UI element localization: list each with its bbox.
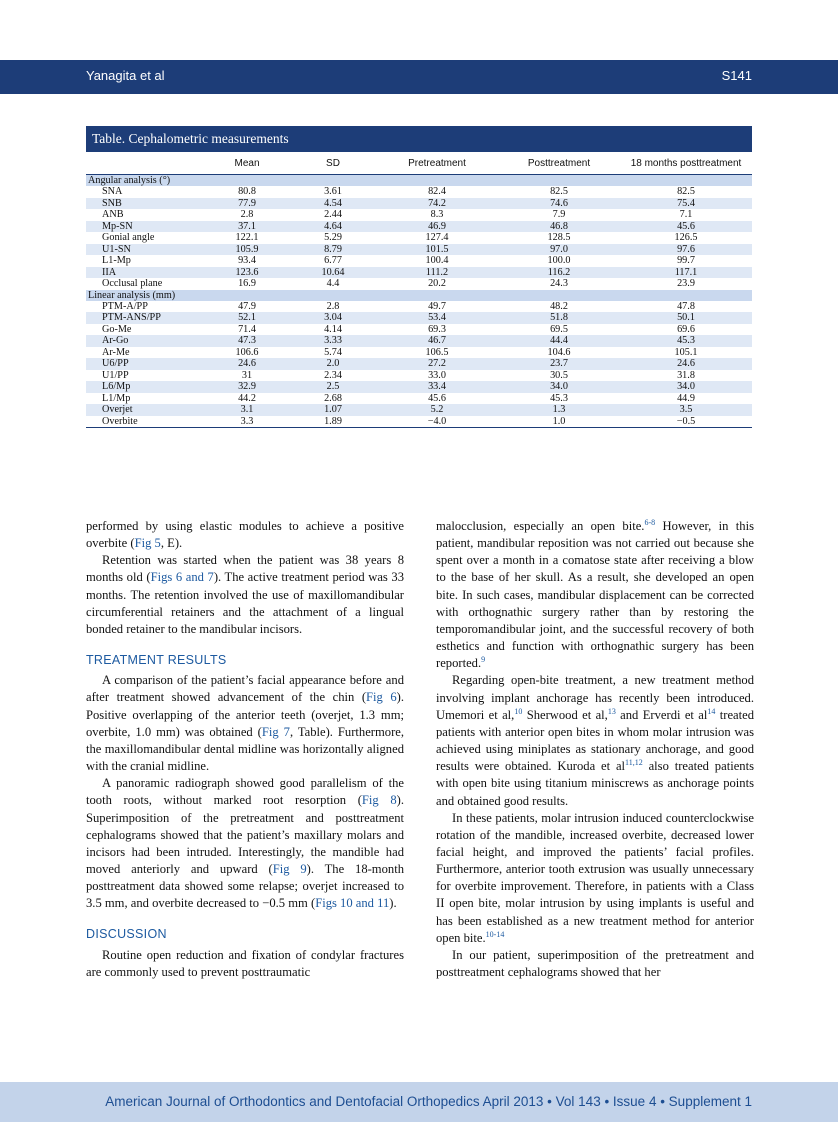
figure-link[interactable]: Figs 10 and 11 <box>315 896 390 911</box>
table-cell: 24.6 <box>620 358 752 369</box>
measurement-name: PTM-A/PP <box>102 300 148 312</box>
table-cell: 82.5 <box>550 186 568 198</box>
citation-link[interactable]: 6-8 <box>644 517 656 527</box>
table-cell: 74.2 <box>376 198 498 209</box>
table-row <box>86 278 752 289</box>
table-row <box>86 404 752 415</box>
table-cell: 1.0 <box>498 416 620 428</box>
table-cell: 5.74 <box>324 346 342 358</box>
measurement-name: IIA <box>86 267 204 278</box>
table-cell: 27.2 <box>376 358 498 369</box>
table-cell: 4.4 <box>326 278 340 290</box>
section-heading-results: TREATMENT RESULTS <box>86 653 227 668</box>
section-label: Angular analysis (°) <box>86 175 204 187</box>
measurement-name: Overjet <box>86 404 204 415</box>
table-cell-empty <box>204 290 290 301</box>
table-cell: 45.6 <box>428 392 446 404</box>
table-cell-empty <box>290 175 376 187</box>
table-cell: 2.5 <box>290 381 376 392</box>
paragraph: In these patients, molar intrusion induced counterclockwise rotation of the mandible, increased overbite, decreased lower facial height, and improved the patients’ facial profiles. Furthermore, anterior tooth extrusion was usually unnecessary for overbite improvement. Therefore, in patients with a Class II open bite, molar intrusion by using implants is useful and has been established as a new treatment method for anterior open bite.$^{10-14}$ <box>436 810 754 945</box>
table-cell: 3.1 <box>204 404 290 415</box>
table-cell: 5.2 <box>376 404 498 415</box>
page-number: S141 <box>721 68 752 83</box>
table-cell: −4.0 <box>376 416 498 428</box>
table-cell: 104.6 <box>547 346 571 358</box>
table-cell: 47.3 <box>204 335 290 346</box>
table-body <box>86 175 752 428</box>
table-cell-empty <box>498 175 620 187</box>
citation-link[interactable]: 10 <box>514 706 523 716</box>
table-cell: 49.7 <box>428 300 446 312</box>
table-cell: 44.2 <box>238 392 256 404</box>
table-cell-empty <box>620 290 752 301</box>
table-row <box>86 393 752 404</box>
journal-citation: American Journal of Orthodontics and Dentofacial Orthopedics April 2013 • Vol 143 • Issue 4 • Supplement 1 <box>105 1094 752 1109</box>
table-cell: 3.3 <box>204 416 290 428</box>
table-cell: 100.0 <box>547 255 571 267</box>
table-cell: 82.4 <box>428 186 446 198</box>
table-cell: 24.6 <box>204 358 290 369</box>
table-row <box>86 416 752 428</box>
table-cell: 34.0 <box>620 381 752 392</box>
table-cell: 1.07 <box>290 404 376 415</box>
measurement-name: SNB <box>86 198 204 209</box>
table-cell: 69.3 <box>428 323 446 335</box>
table-cell: 6.77 <box>324 255 342 267</box>
paragraph: Regarding open-bite treatment, a new treatment method involving implant anchorage has recently been introduced. Umemori et al,$^{10}$ Sherwood et al,$^{13}$ and Erverdi et $al^{14}$ treated patients with anterior open bites in whom molar intrusion was achieved using miniplates as stationary anchorage, and good results were obtained. Kuroda et al$^{11,12}$ also treated patients with open bite using titanium miniscrews as anchorage points and obtained good results. <box>436 673 755 808</box>
measurement-name: SNA <box>102 186 123 198</box>
table-row <box>86 198 752 209</box>
paragraph: A panoramic radiograph showed good parallelism of the tooth roots, without marked root resorption (Fig 8). Superimposition of the pretreatment and posttreatment cephalograms showed that the patient’s maxillary molars and incisors had been intruded. Interestingly, the mandible had moved anteriorly and upward (Fig 9). The 18-month posttreatment data showed some relapse; overjet increased to 3.5 mm, and overbite decreased to −0.5 mm (Figs 10 and 11). <box>86 776 404 911</box>
table-cell: 93.4 <box>238 255 256 267</box>
column-header <box>86 152 204 175</box>
measurement-name: Occlusal plane <box>102 278 163 290</box>
table-cell: 2.8 <box>326 300 340 312</box>
table-section-row <box>86 290 752 301</box>
table-cell: 111.2 <box>376 267 498 278</box>
table-cell: 52.1 <box>204 312 290 323</box>
table-cell: 3.61 <box>324 186 342 198</box>
paragraph: performed by using elastic modules to achieve a positive overbite (Fig 5, E). <box>86 519 404 551</box>
header-authors: Yanagita et al <box>86 68 165 83</box>
table-cell: 123.6 <box>204 267 290 278</box>
table-cell: 3.33 <box>290 335 376 346</box>
table-row <box>86 335 752 346</box>
table-cell: 5.29 <box>324 232 342 244</box>
table-cell: 4.14 <box>324 323 342 335</box>
table-cell: 74.6 <box>498 198 620 209</box>
table-cell: 23.7 <box>498 358 620 369</box>
table-cell: 1.89 <box>290 416 376 428</box>
table-row <box>86 232 752 243</box>
table-row <box>86 267 752 278</box>
table-cell: 3.04 <box>290 312 376 323</box>
table-cell: 46.7 <box>376 335 498 346</box>
table-cell-empty <box>620 175 752 187</box>
measurement-name: Go-Me <box>102 323 132 335</box>
table-cell-empty <box>204 175 290 187</box>
table-cell: 31 <box>241 369 253 381</box>
table-title: Table. Cephalometric measurements <box>86 126 752 152</box>
table-cell: 47.8 <box>677 300 695 312</box>
measurement-name: L1-Mp <box>102 255 131 267</box>
table-row <box>86 244 752 255</box>
table-cell: 71.4 <box>238 323 256 335</box>
table-row <box>86 209 752 220</box>
table-cell: 126.5 <box>674 232 698 244</box>
table-cell: 47.9 <box>238 300 256 312</box>
table-cell: 7.1 <box>679 209 693 221</box>
measurement-name: ANB <box>102 209 124 221</box>
citation-link[interactable]: 14 <box>707 706 716 716</box>
table-cell: 105.1 <box>674 346 698 358</box>
table-cell: 4.54 <box>290 198 376 209</box>
section-heading-discussion: DISCUSSION <box>86 927 167 942</box>
column-header: Pretreatment <box>376 152 498 175</box>
table-cell: 44.9 <box>677 392 695 404</box>
column-header: Posttreatment <box>498 152 620 175</box>
table-cell: 2.44 <box>324 209 342 221</box>
measurement-name: U1-SN <box>86 244 204 255</box>
table-cell: 3.5 <box>620 404 752 415</box>
table-cell: 97.0 <box>498 244 620 255</box>
table-row <box>86 370 752 381</box>
table-cell: 128.5 <box>547 232 571 244</box>
table-cell: 10.64 <box>290 267 376 278</box>
table-cell: 101.5 <box>376 244 498 255</box>
table-cell: 116.2 <box>498 267 620 278</box>
table-cell: 44.4 <box>498 335 620 346</box>
table-cell: 8.79 <box>290 244 376 255</box>
table-row <box>86 221 752 232</box>
table-cell: 117.1 <box>620 267 752 278</box>
table-cell-empty <box>376 290 498 301</box>
table-row <box>86 347 752 358</box>
paragraph: In our patient, superimposition of the pretreatment and posttreatment cephalograms showed that her <box>436 947 754 980</box>
table-cell: 33.4 <box>376 381 498 392</box>
figure-link[interactable]: Fig 6 <box>366 690 397 705</box>
column-header: Mean <box>204 152 290 175</box>
table-row <box>86 358 752 369</box>
table-cell: 31.8 <box>677 369 695 381</box>
citation-link[interactable]: 10-14 <box>485 929 505 939</box>
measurement-name: U1/PP <box>102 369 129 381</box>
table-cell: 2.34 <box>324 369 342 381</box>
table-cell: 46.8 <box>498 221 620 232</box>
measurement-name: Mp-SN <box>86 221 204 232</box>
table-cell: 69.6 <box>677 323 695 335</box>
measurement-name: Overbite <box>86 416 204 428</box>
table-cell: 105.9 <box>204 244 290 255</box>
paragraph: malocclusion, especially an open bite.$^{6-8}$ However, in this patient, mandibular reposition was not carried out because she spent over a month in a comatose state after receiving a blow to the base of her skull. As a result, she developed an open bite. In such cases, mandibular displacement can be corrected with orthognathic surgery rather than by restoring the temporomandibular joint, and the successful recovery of both esthetics and function with orthognathic surgery has been reported.$^9$ <box>436 517 754 671</box>
table-cell: 34.0 <box>498 381 620 392</box>
table-cell: 2.0 <box>290 358 376 369</box>
table-header-row <box>86 152 752 175</box>
table-cell: 33.0 <box>428 369 446 381</box>
table-cell: 7.9 <box>552 209 566 221</box>
table-row <box>86 186 752 197</box>
table-cell: 100.4 <box>425 255 449 267</box>
measurement-name: PTM-ANS/PP <box>86 312 204 323</box>
table-row <box>86 312 752 323</box>
figure-link[interactable]: Fig 5 <box>134 536 161 551</box>
measurement-name: U6/PP <box>86 358 204 369</box>
measurement-name: Ar-Go <box>86 335 204 346</box>
paragraph: Routine open reduction and fixation of condylar fractures are commonly used to prevent posttraumatic <box>86 947 404 979</box>
table-cell: 53.4 <box>376 312 498 323</box>
running-header <box>0 60 838 94</box>
cephalometric-table <box>86 126 752 428</box>
table-cell: 48.2 <box>550 300 568 312</box>
paragraph: A comparison of the patient’s facial appearance before and after treatment showed advancement of the chin (Fig 6). Positive overlapping of the anterior teeth (overjet, 1.3 mm; overbite, 1.0 mm) was obtained (Fig 7, Table). Furthermore, the maxillomandibular dental midline was horizontally aligned with the cranial midline. <box>86 673 405 774</box>
running-footer <box>0 1082 838 1122</box>
table-cell: 16.9 <box>238 278 256 290</box>
table-cell: 50.1 <box>620 312 752 323</box>
left-column <box>86 518 404 981</box>
table-cell: 8.3 <box>430 209 444 221</box>
table-cell: 46.9 <box>376 221 498 232</box>
column-header: SD <box>290 152 376 175</box>
table-cell: 127.4 <box>425 232 449 244</box>
table-cell: 30.5 <box>550 369 568 381</box>
figure-link[interactable]: Fig 8 <box>361 793 397 808</box>
table-row <box>86 324 752 335</box>
table-cell: 45.6 <box>620 221 752 232</box>
table-cell: 106.6 <box>235 346 259 358</box>
table-section-row <box>86 175 752 187</box>
paragraph: Retention was started when the patient was 38 years 8 months old (Figs 6 and 7). The active treatment period was 33 months. The retention involved the use of maxillomandibular circumferential retainers and the attachment of a lingual bonded retainer to the mandibular incisors. <box>86 553 404 636</box>
table-cell-empty <box>376 175 498 187</box>
section-label: Linear analysis (mm) <box>86 290 204 301</box>
table-row <box>86 255 752 266</box>
citation-link[interactable]: 13 <box>607 706 616 716</box>
table-cell: 122.1 <box>235 232 259 244</box>
table-cell: 4.64 <box>290 221 376 232</box>
table-cell: 32.9 <box>204 381 290 392</box>
table-cell-empty <box>290 290 376 301</box>
table-cell: 80.8 <box>238 186 256 198</box>
measurement-name: L1/Mp <box>102 392 131 404</box>
citation-link[interactable]: 11,12 <box>625 758 643 767</box>
right-column <box>436 518 754 981</box>
data-table <box>86 152 752 428</box>
table-cell-empty <box>498 290 620 301</box>
figure-link[interactable]: Fig 7 <box>261 724 290 739</box>
table-cell: 45.3 <box>620 335 752 346</box>
table-cell: −0.5 <box>620 416 752 428</box>
table-row <box>86 301 752 312</box>
figure-link[interactable]: Figs 6 and 7 <box>150 570 214 585</box>
table-cell: 20.2 <box>428 278 446 290</box>
measurement-name: Ar-Me <box>102 346 130 358</box>
citation-link[interactable]: 9 <box>481 655 486 665</box>
figure-link[interactable]: Fig 9 <box>272 861 307 876</box>
table-cell: 2.8 <box>240 209 254 221</box>
table-cell: 23.9 <box>677 278 695 290</box>
table-row <box>86 381 752 392</box>
measurement-name: L6/Mp <box>86 381 204 392</box>
measurement-name: Gonial angle <box>102 232 155 244</box>
table-cell: 1.3 <box>498 404 620 415</box>
table-cell: 51.8 <box>498 312 620 323</box>
table-cell: 99.7 <box>677 255 695 267</box>
table-cell: 97.6 <box>620 244 752 255</box>
table-cell: 82.5 <box>677 186 695 198</box>
table-cell: 37.1 <box>204 221 290 232</box>
table-cell: 24.3 <box>550 278 568 290</box>
column-header: 18 months posttreatment <box>620 152 752 175</box>
table-cell: 75.4 <box>620 198 752 209</box>
table-cell: 69.5 <box>550 323 568 335</box>
table-cell: 106.5 <box>425 346 449 358</box>
table-cell: 77.9 <box>204 198 290 209</box>
table-cell: 2.68 <box>324 392 342 404</box>
table-cell: 45.3 <box>550 392 568 404</box>
